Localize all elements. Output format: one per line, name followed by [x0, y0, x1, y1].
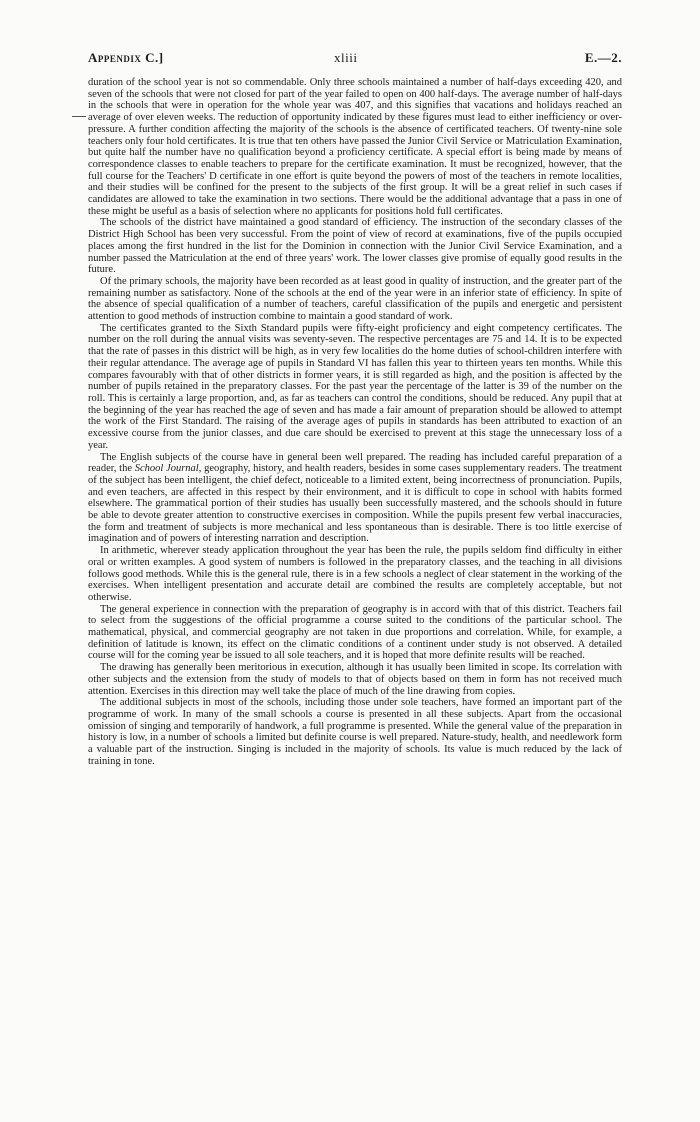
paragraph-school-year: duration of the school year is not so commendable. Only three schools maintained a number of half-days exceeding 420, and seven of the schools that were not closed for part of the year failed to open on 400 half-days. The average number of half-days in the schools that were in operation for the whole year was 407, and this signifies that vacations and holidays reached an average of over eleven weeks. The reduction of opportunity indicated by these figures must lead to either inefficiency or over-pressure. A further condition affecting the majority of the schools is the absence of certificated teachers. Of twenty-nine sole teachers only four hold certificates. It is true that ten others have passed the Junior Civil Service or Matriculation Examination, but quite half the number have no qualification beyond a proficiency certificate. A special effort is being made by means of correspondence classes to enable teachers to prepare for the certificate examination. It must be recognized, however, that the full course for the Teachers' D certificate in one effort is quite beyond the powers of most of the teachers in remote localities, and their studies will be confined for the present to the subjects of the first group. It will be a great relief in such cases if candidates are allowed to take the examination in two sections. There would be the additional advantage that a pass in one of these might be useful as a basis of selection where no applicants for positions hold full certificates.: [88, 77, 622, 217]
paragraph-geography: The general experience in connection with the preparation of geography is in accord with that of this district. Teachers fail to select from the suggestions of the official programme a course suited to the conditions of the particular school. The mathematical, physical, and commercial geography are not taken in due proportions and correlation. While, for example, a definition of latitude is known, its effect on the climatic conditions of a continent under study is not observed. A detailed course will for the coming year be issued to all sole teachers, and it is hoped that more definite results will be reached.: [88, 603, 622, 662]
margin-mark: [72, 116, 86, 117]
paragraph-additional-subjects: The additional subjects in most of the schools, including those under sole teachers, have formed an important part of the programme of work. In many of the small schools a course is presented in all these subjects. Apart from the occasional omission of singing and temporarily of handwork, a full programme is presented. While the general value of the preparation in history is low, in a number of schools a limited but definite course is well prepared. Nature-study, health, and needlework form a valuable part of the instruction. Singing is included in the majority of schools. Its value is much reduced by the lack of training in tone.: [88, 697, 622, 767]
paragraph-arithmetic: In arithmetic, wherever steady application throughout the year has been the rule, the pupils seldom find difficulty in either oral or written examples. A good system of numbers is followed in the preparatory classes, and the teaching in all divisions follows good methods. While this is the general rule, there is in a few schools a neglect of clear statement in the working of the exercises. When intelligent presentation and accurate detail are combined the results are completely acceptable, but not otherwise.: [88, 545, 622, 603]
paragraph-certificates: The certificates granted to the Sixth Standard pupils were fifty-eight proficiency and eight competency certificates. The number on the roll during the annual visits was seventy-seven. The respective percentages are 75 and 14. It is to be expected that the rate of passes in this district will be high, as in very few localities do the home duties of school-children interfere with their regular attendance. The average age of pupils in Standard VI has fallen this year to thirteen years ten months. While this compares favourably with that of other districts in former years, it is still regarded as high, and the position is affected by the number of pupils retained in the preparatory classes. For the past year the percentage of the latter is 39 of the number on the roll. This is certainly a large proportion, and, as far as teachers can control the conditions, should be reduced. Any pupil that at the beginning of the year has reached the age of seven and has made a fair amount of preparation should be allowed to attempt the work of the First Standard. The raising of the average ages of pupils in standards has been attributed to exaction of an excessive course from the junior classes, and due care should be exercised to prevent at this stage the unnecessary loss of a year.: [88, 322, 622, 451]
page-header: [88, 50, 622, 70]
report-body: [88, 77, 622, 767]
header-appendix-label: Appendix C.]: [88, 50, 164, 65]
header-document-code: E.—2.: [584, 50, 622, 65]
paragraph-primary-schools: Of the primary schools, the majority have been recorded as at least good in quality of instruction, and the greater part of the remaining number as satisfactory. None of the schools at the end of the year were in an inferior state of efficiency. In spite of the absence of special qualification of a number of teachers, careful classification of the pupils and energetic and persistent attention to good methods of instruction combine to maintain a good standard of work.: [88, 275, 622, 323]
page-number: xliii: [334, 50, 358, 65]
paragraph-english-subjects: The English subjects of the course have in general been well prepared. The reading has included careful preparation of a reader, the School Journal, geography, history, and health readers, besides in some cases supplementary readers. The treatment of the subject has been intelligent, the chief defect, noticeable to a limited extent, being incorrectness of pronunciation. Pupils, and even teachers, are affected in this respect by their environment, and it is difficult to cope in school with habits formed elsewhere. The grammatical portion of their studies has usually been successfully mastered, and the schools should in future be able to devote greater attention to constructive exercises in composition. While the pupils present few verbal inaccuracies, the form and treatment of subjects is more mechanical and less spontaneous than is desirable. There is too little exercise of imagination and of powers of interesting narration and description.: [88, 451, 622, 545]
paragraph-district-schools: The schools of the district have maintained a good standard of efficiency. The instruction of the secondary classes of the District High School has been very successful. From the point of view of record at examinations, five of the pupils occupied places among the first hundred in the list for the Dominion in connection with the Junior Civil Service Examination, and a number passed the Matriculation at the end of three years' work. The lower classes give promise of equally good results in the future.: [88, 217, 622, 276]
paragraph-drawing: The drawing has generally been meritorious in execution, although it has usually been limited in scope. Its correlation with other subjects and the extension from the study of models to that of objects based on them in form has not received much attention. Exercises in this direction may well take the place of much of the line drawing from copies.: [88, 662, 622, 697]
